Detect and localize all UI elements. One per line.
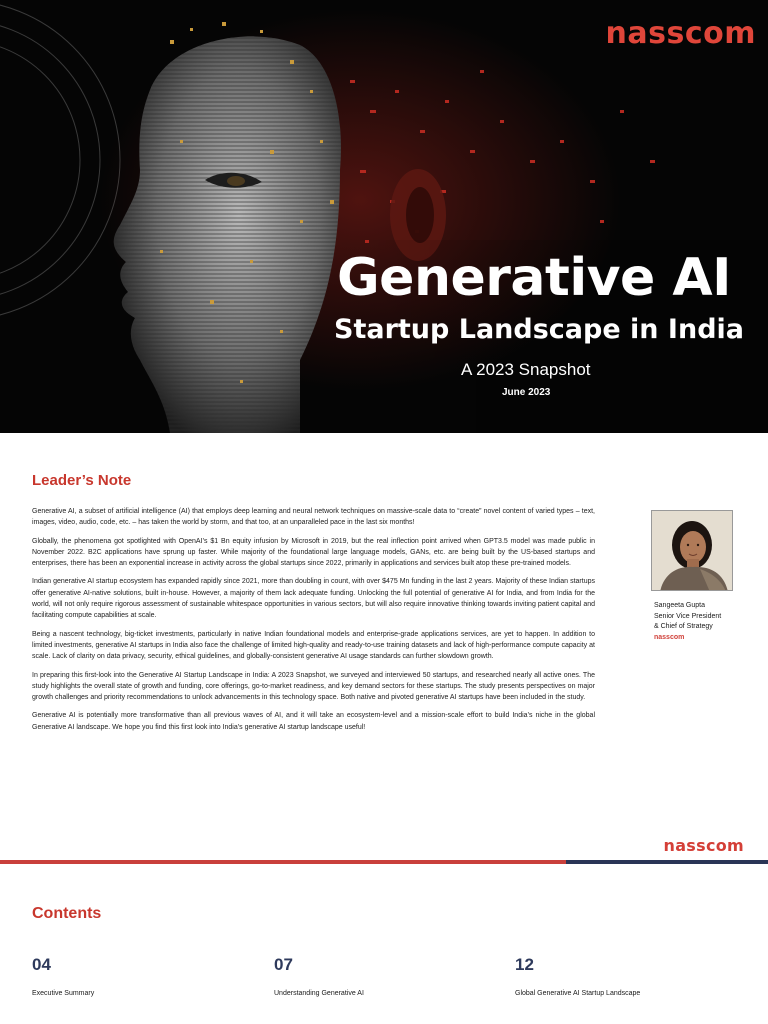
divider-navy [566,860,768,864]
divider-red [0,860,566,864]
report-subtitle: Startup Landscape in India [334,314,744,345]
author-title-line2: & Chief of Strategy [654,623,713,630]
note-paragraph: In preparing this first-look into the Generative AI Startup Landscape in India: A 2023 Snapshot, we surveyed and interviewed 50 startups, and researched nearly all active ones. The study highlights the overall state of growth and funding, core offerings, go-to-market readiness, and key demand sectors for these startups. The study presents perspectives on major growth challenges and priority recommendations to unlock advancements in this technology space. Both native and pivoted generative AI startups have been included in the study. [32,671,595,702]
report-title: Generative AI [337,248,732,308]
note-paragraph: Generative AI, a subset of artificial intelligence (AI) that employs deep learning and neural network techniques on massive-scale data to “create” novel content of varied types – text, images, video, audio, code, etc. – has taken the world by storm, and that too, at an unparalleled pace in the last six months! [32,508,595,527]
toc-item[interactable] [32,955,94,997]
author-block [654,601,764,643]
note-paragraph: Being a nascent technology, big-ticket investments, particularly in native Indian foundational models and enterprise-grade applications services, are yet to happen. In addition to limited investments, generative AI startups in India also face the challenge of limited high-quality and ready-to-use training datasets and lack of high-performance compute capacity at scale. Lack of clarity on data privacy, security, ethical guidelines, and globally-consistent generative AI usage standards can further slowdown growth. [32,630,595,661]
author-name: Sangeeta Gupta [654,602,705,609]
nasscom-footer-logo: nasscom [663,836,744,855]
toc-page-number: 07 [274,955,293,974]
note-paragraph: Indian generative AI startup ecosystem has expanded rapidly since 2021, more than doubling in count, with over $475 Mn funding in the last 2 years. Majority of these Indian startups offer generative AI-native solutions, built in-house. However, a majority of them lack adequate funding. Unlocking the full potential of generative AI for India, and from India for the world, will not only require rigorous assessment of sustainable whitespace opportunities in various sectors, but will also require innovative thinking towards inviting patient capital and facilitating compute capabilities at scale. [32,578,595,620]
report-date: June 2023 [502,387,551,398]
toc-label: Executive Summary [32,990,95,997]
leaders-note-heading: Leader’s Note [32,472,132,489]
toc-label: Understanding Generative AI [274,990,364,997]
nasscom-logo: nasscom [605,16,756,51]
author-photo [652,511,733,591]
toc-label: Global Generative AI Startup Landscape [515,990,641,997]
leaders-note-body [32,506,595,740]
ai-head-illustration [0,0,768,433]
author-org: nasscom [654,633,685,641]
contents-heading: Contents [32,905,102,922]
note-paragraph: Generative AI is potentially more transformative than all previous waves of AI, and it will take an ecosystem-level and a mission-scale effort to build India’s niche in the global Generative AI landscape. We hope you find this first look into India’s generative AI startup landscape useful! [32,712,595,731]
note-paragraph: Globally, the phenomena got spotlighted with OpenAI’s $1 Bn equity infusion by Microsoft in 2019, but the real inflection point arrived when GPT3.5 model was made public in November 2022. B2C applications have sprung up faster. While majority of the foundational large language models, GANs, etc. are being built by the US-based startups and enterprises, there has been an exponential increase in activity across the global startups since 2022, primarily in applications and services built atop these pre-trained models. [32,537,595,568]
toc-item[interactable] [515,955,640,997]
toc-page-number: 12 [515,955,534,974]
author-title-line1: Senior Vice President [654,612,722,620]
toc-page-number: 04 [32,955,51,974]
report-snapshot-label: A 2023 Snapshot [461,360,591,379]
author-portrait [651,510,733,591]
cover-hero [0,0,768,433]
toc-item[interactable] [274,955,364,997]
